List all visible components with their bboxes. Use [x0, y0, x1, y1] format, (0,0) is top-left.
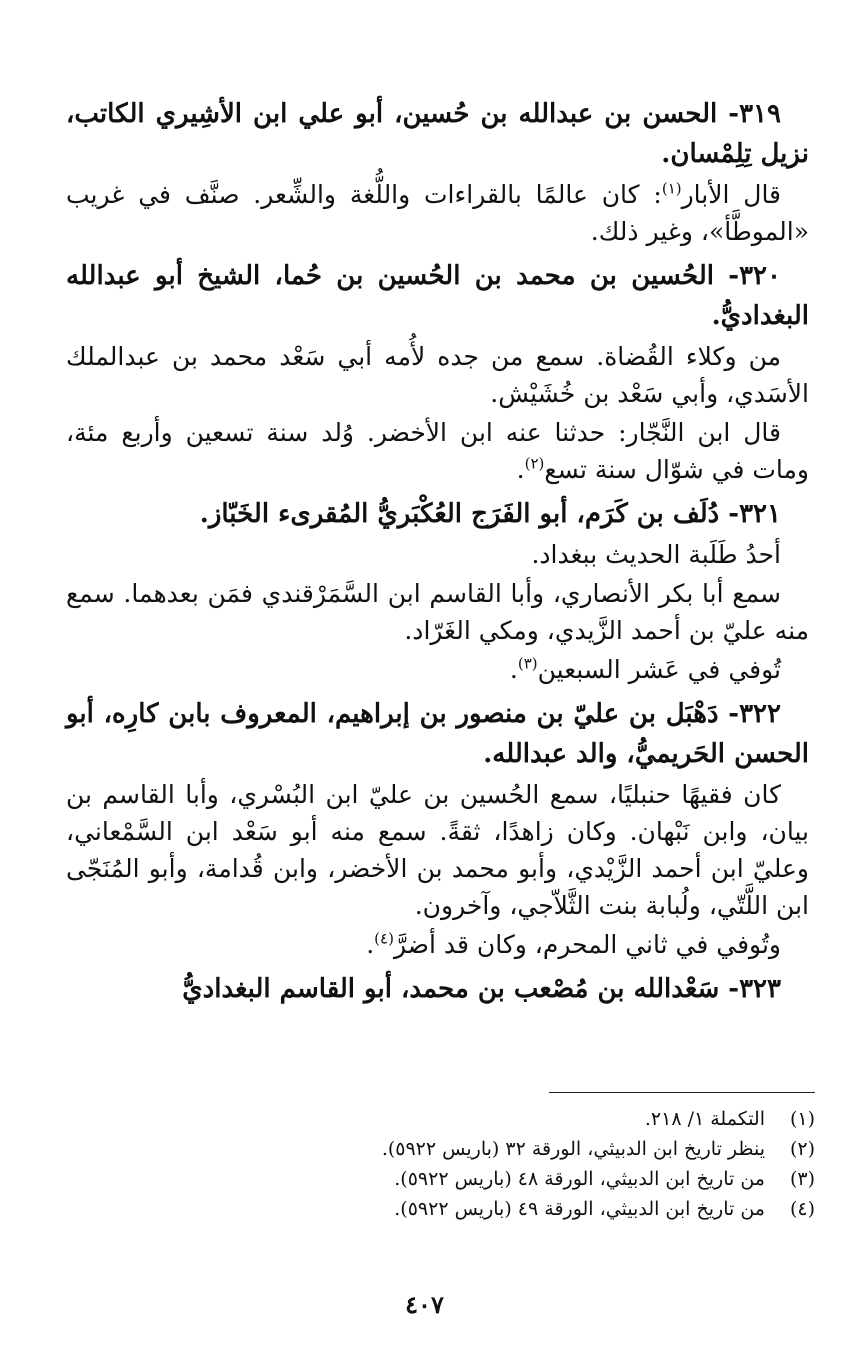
entry-paragraph: كان فقيهًا حنبليًا، سمع الحُسين بن عليّ ابن البُسْري، وأبا القاسم بن بيان، وابن نَبْهان. وكان زاهدًا، ثقةً. سمع منه أبو سَعْد ابن السَّمْعاني، وعليّ ابن أحمد الزَّيْدي، وأبو محمد بن الأخضر، وابن قُدامة، وأبو المُنَجّى ابن اللَّتّي، ولُبابة بنت الثَّلاّجي، وآخرون.: [66, 780, 809, 920]
footnote-ref: (٤): [374, 929, 394, 948]
footnote-item: [60, 1194, 815, 1224]
footnote-ref: (٣): [517, 654, 538, 673]
entry-heading-321: ٣٢١- دُلَف بن كَرَم، أبو الفَرَج العُكْبَريُّ المُقرىء الخَبّاز.: [199, 499, 781, 529]
entry-paragraph: وتُوفي في ثاني المحرم، وكان قد أضرَّ$^{(٤)}$.: [366, 929, 781, 959]
footnote-number: (٢): [789, 1138, 815, 1160]
entry-heading-323: ٣٢٣- سَعْدالله بن مُصْعب بن محمد، أبو القاسم البغداديُّ: [182, 974, 781, 1004]
footnote-number: (١): [789, 1108, 815, 1130]
footnote-item: [60, 1164, 815, 1194]
entry-paragraph: قال الأبار$^{(١)}$: كان عالمًا بالقراءات واللُّغة والشِّعر. صنَّف في غريب «الموطَّأ»، وغير ذلك.: [66, 179, 809, 246]
entry-paragraph: سمع أبا بكر الأنصاري، وأبا القاسم ابن السَّمَرْقندي فمَن بعدهما. سمع منه عليّ بن أحمد الزَّيدي، ومكي الغَرّاد.: [66, 579, 809, 645]
entry-paragraph: تُوفي في عَشر السبعين$^{(٣)}$.: [509, 654, 781, 684]
footnotes: [60, 1104, 815, 1224]
footnote-item: [60, 1104, 815, 1134]
entry-heading-322: ٣٢٢- دَهْبَل بن عليّ بن منصور بن إبراهيم، المعروف بابن كارِه، أبو الحسن الحَريميُّ، والد عبدالله.: [66, 699, 809, 769]
footnote-text: التكملة ١/ ٢١٨.: [644, 1108, 765, 1130]
page-number: ٤٠٧: [405, 1290, 444, 1319]
footnote-divider: [549, 1092, 815, 1093]
footnote-number: (٤): [789, 1198, 815, 1220]
entry-paragraph: أحدُ طَلَبة الحديث ببغداد.: [531, 540, 781, 569]
footnote-ref: (١): [661, 179, 682, 198]
entry-heading-320: ٣٢٠- الحُسين بن محمد بن الحُسين بن حُما، الشيخ أبو عبدالله البغداديُّ.: [66, 261, 809, 331]
footnote-text: ينظر تاريخ ابن الدبيثي، الورقة ٣٢ (باريس ٥٩٢٢).: [381, 1138, 765, 1160]
entry-paragraph: قال ابن النَّجّار: حدثنا عنه ابن الأخضر. وُلد سنة تسعين وأربع مئة، ومات في شوّال سنة تسع$^{(٢)}$.: [66, 418, 809, 484]
footnote-text: من تاريخ ابن الدبيثي، الورقة ٤٩ (باريس ٥٩٢٢).: [394, 1198, 765, 1220]
entries: [66, 94, 809, 1009]
footnote-text: من تاريخ ابن الدبيثي، الورقة ٤٨ (باريس ٥٩٢٢).: [394, 1168, 765, 1190]
footnote-ref: (٢): [524, 454, 545, 473]
entry-paragraph: من وكلاء القُضاة. سمع من جده لأُمه أبي سَعْد محمد بن عبدالملك الأسَدي، وأبي سَعْد بن خُشَيْش.: [66, 342, 809, 408]
footnote-number: (٣): [789, 1168, 815, 1190]
footnote-item: [60, 1134, 815, 1164]
entry-heading-319: ٣١٩- الحسن بن عبدالله بن حُسين، أبو علي ابن الأشِيري الكاتب، نزيل تِلِمْسان.: [66, 99, 809, 169]
